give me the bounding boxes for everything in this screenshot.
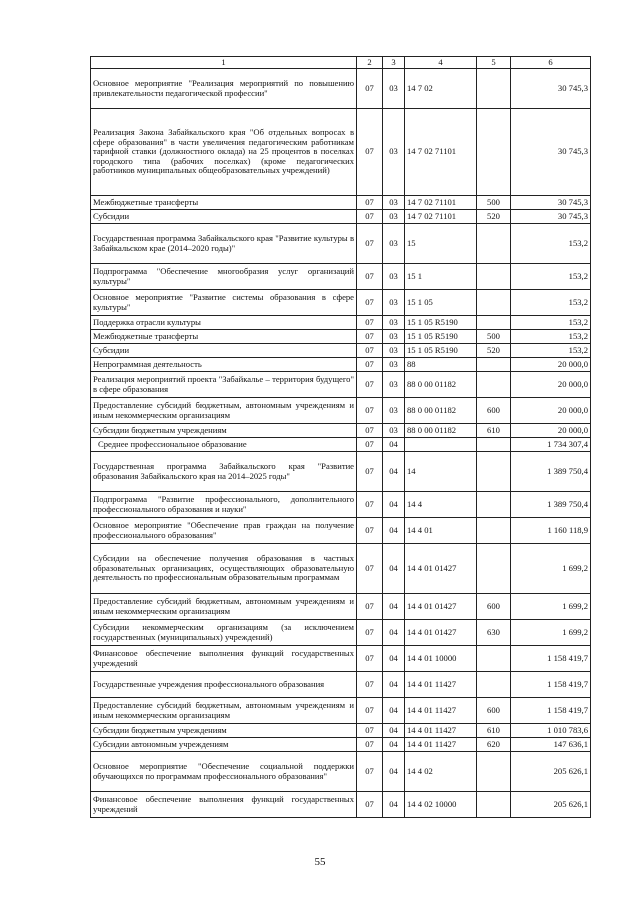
row-subsection-cell: 03 (383, 358, 405, 372)
row-section-cell: 07 (357, 672, 383, 698)
row-expense-type-cell: 610 (477, 724, 511, 738)
row-subsection-cell: 03 (383, 290, 405, 316)
row-section-cell: 07 (357, 492, 383, 518)
row-section-cell: 07 (357, 620, 383, 646)
row-amount-cell: 1 158 419,7 (511, 672, 591, 698)
row-amount-cell: 153,2 (511, 330, 591, 344)
row-subsection-cell: 03 (383, 210, 405, 224)
row-amount-cell: 1 010 783,6 (511, 724, 591, 738)
row-expense-type-cell: 630 (477, 620, 511, 646)
header-row (91, 57, 591, 69)
row-name-text: Субсидии бюджетным учреждениям (93, 724, 227, 735)
row-section-cell: 07 (357, 210, 383, 224)
row-amount-cell: 1 160 118,9 (511, 518, 591, 544)
row-section-cell: 07 (357, 69, 383, 109)
row-target-article-cell: 14 4 01 10000 (405, 646, 477, 672)
table-row (91, 646, 591, 672)
row-subsection-cell: 03 (383, 224, 405, 264)
row-target-article-cell: 15 1 (405, 264, 477, 290)
row-section-cell: 07 (357, 518, 383, 544)
row-section-cell: 07 (357, 316, 383, 330)
row-expense-type-cell: 600 (477, 594, 511, 620)
table-row (91, 264, 591, 290)
row-target-article-cell: 14 4 01 11427 (405, 738, 477, 752)
row-amount-cell: 30 745,3 (511, 109, 591, 196)
row-name-cell (91, 672, 357, 698)
row-name-cell (91, 372, 357, 398)
row-target-article-cell: 14 (405, 452, 477, 492)
row-name-cell (91, 752, 357, 792)
row-target-article-cell: 14 4 01 11427 (405, 698, 477, 724)
row-name-cell (91, 109, 357, 196)
row-amount-cell: 1 699,2 (511, 544, 591, 594)
table-row (91, 452, 591, 492)
row-section-cell: 07 (357, 398, 383, 424)
row-section-cell: 07 (357, 424, 383, 438)
row-subsection-cell: 03 (383, 196, 405, 210)
page-number: 55 (314, 856, 326, 868)
row-amount-cell: 30 745,3 (511, 196, 591, 210)
row-name-cell (91, 224, 357, 264)
row-name-text: Межбюджетные трансферты (93, 196, 199, 207)
row-name-text: Предоставление субсидий бюджетным, автономным учреждениям и иным некоммерческим организациям (93, 399, 354, 420)
row-name-text: Субсидии бюджетным учреждениям (93, 424, 227, 435)
row-name-cell (91, 264, 357, 290)
table-row (91, 544, 591, 594)
table-row (91, 330, 591, 344)
row-expense-type-cell: 500 (477, 330, 511, 344)
row-name-cell (91, 698, 357, 724)
row-expense-type-cell (477, 290, 511, 316)
row-name-text: Среднее профессиональное образование (98, 438, 247, 449)
row-section-cell: 07 (357, 738, 383, 752)
row-amount-cell: 153,2 (511, 264, 591, 290)
row-name-text: Субсидии автономным учреждениям (93, 738, 229, 749)
row-name-text: Государственная программа Забайкальского края "Развитие культуры в Забайкальском крае (2014–2020 годы)" (93, 232, 354, 253)
row-amount-cell: 1 158 419,7 (511, 646, 591, 672)
header-cell-subsection: 3 (383, 57, 405, 69)
row-name-cell (91, 452, 357, 492)
row-target-article-cell: 15 1 05 (405, 290, 477, 316)
row-target-article-cell: 14 4 01 (405, 518, 477, 544)
row-amount-cell: 147 636,1 (511, 738, 591, 752)
table-row (91, 424, 591, 438)
row-target-article-cell: 88 0 00 01182 (405, 372, 477, 398)
row-target-article-cell: 14 7 02 (405, 69, 477, 109)
row-name-cell (91, 492, 357, 518)
row-name-cell (91, 344, 357, 358)
row-name-cell (91, 620, 357, 646)
row-expense-type-cell (477, 518, 511, 544)
row-target-article-cell: 15 1 05 R5190 (405, 344, 477, 358)
row-section-cell: 07 (357, 264, 383, 290)
row-name-cell (91, 290, 357, 316)
row-subsection-cell: 04 (383, 518, 405, 544)
row-amount-cell: 20 000,0 (511, 424, 591, 438)
row-subsection-cell: 03 (383, 330, 405, 344)
row-target-article-cell: 14 4 02 10000 (405, 792, 477, 818)
row-target-article-cell: 88 (405, 358, 477, 372)
row-expense-type-cell: 600 (477, 698, 511, 724)
table-row (91, 752, 591, 792)
row-expense-type-cell (477, 69, 511, 109)
row-amount-cell: 1 389 750,4 (511, 492, 591, 518)
row-name-text: Межбюджетные трансферты (93, 330, 199, 341)
table-row (91, 518, 591, 544)
row-name-text: Основное мероприятие "Обеспечение прав граждан на получение профессионального образования" (93, 519, 354, 540)
header-cell-expense-type: 5 (477, 57, 511, 69)
row-section-cell: 07 (357, 698, 383, 724)
row-name-cell (91, 398, 357, 424)
row-amount-cell: 30 745,3 (511, 210, 591, 224)
row-name-cell (91, 438, 357, 452)
row-section-cell: 07 (357, 109, 383, 196)
row-expense-type-cell (477, 492, 511, 518)
row-section-cell: 07 (357, 724, 383, 738)
row-name-text: Субсидии (93, 210, 130, 221)
table-row (91, 738, 591, 752)
row-expense-type-cell (477, 316, 511, 330)
table-row (91, 224, 591, 264)
row-name-cell (91, 358, 357, 372)
row-name-text: Основное мероприятие "Реализация мероприятий по повышению привлекательности педагогической профессии" (93, 77, 354, 98)
table-row (91, 316, 591, 330)
row-amount-cell: 205 626,1 (511, 792, 591, 818)
row-target-article-cell: 14 4 01 11427 (405, 672, 477, 698)
row-name-cell (91, 792, 357, 818)
row-target-article-cell: 88 0 00 01182 (405, 424, 477, 438)
row-name-cell (91, 316, 357, 330)
row-target-article-cell: 14 4 01 11427 (405, 724, 477, 738)
row-section-cell: 07 (357, 752, 383, 792)
row-name-text: Подпрограмма "Развитие профессионального, дополнительного профессионального образования и науки" (93, 493, 354, 514)
row-target-article-cell: 15 (405, 224, 477, 264)
table-row (91, 210, 591, 224)
header-cell-target-article: 4 (405, 57, 477, 69)
row-expense-type-cell (477, 109, 511, 196)
row-subsection-cell: 04 (383, 646, 405, 672)
row-amount-cell: 1 734 307,4 (511, 438, 591, 452)
row-subsection-cell: 04 (383, 724, 405, 738)
row-amount-cell: 1 158 419,7 (511, 698, 591, 724)
row-expense-type-cell (477, 372, 511, 398)
row-amount-cell: 1 389 750,4 (511, 452, 591, 492)
row-section-cell: 07 (357, 224, 383, 264)
row-name-text: Субсидии (93, 344, 130, 355)
row-section-cell: 07 (357, 438, 383, 452)
table-row (91, 492, 591, 518)
row-amount-cell: 1 699,2 (511, 594, 591, 620)
table-row (91, 69, 591, 109)
table-row (91, 372, 591, 398)
row-name-text: Основное мероприятие "Обеспечение социальной поддержки обучающихся по программам профессионального образования" (93, 760, 354, 781)
table-row (91, 724, 591, 738)
row-section-cell: 07 (357, 646, 383, 672)
row-subsection-cell: 04 (383, 672, 405, 698)
table-row (91, 344, 591, 358)
row-name-text: Реализация Закона Забайкальского края "Об отдельных вопросах в сфере образования" в части увеличения педагогическим работникам тарифной ставки (должностного оклада) на 25 процентов в поселках городского типа (рабочих поселках) (кроме педагогических работников муниципальных общеобразовательных учреждений) (93, 126, 354, 176)
row-name-text: Основное мероприятие "Развитие системы образования в сфере культуры" (93, 291, 354, 312)
row-expense-type-cell (477, 752, 511, 792)
row-subsection-cell: 04 (383, 438, 405, 452)
row-target-article-cell: 15 1 05 R5190 (405, 330, 477, 344)
row-amount-cell: 20 000,0 (511, 372, 591, 398)
row-section-cell: 07 (357, 452, 383, 492)
row-target-article-cell: 14 7 02 71101 (405, 210, 477, 224)
table-row (91, 672, 591, 698)
row-section-cell: 07 (357, 358, 383, 372)
row-name-text: Государственная программа Забайкальского края "Развитие образования Забайкальского края на 2014–2025 годы" (93, 460, 354, 481)
table-row (91, 438, 591, 452)
row-subsection-cell: 03 (383, 69, 405, 109)
row-target-article-cell: 14 7 02 71101 (405, 109, 477, 196)
row-expense-type-cell (477, 672, 511, 698)
row-name-text: Субсидии некоммерческим организациям (за исключением государственных (муниципальных) учреждений) (93, 621, 354, 642)
row-name-cell (91, 210, 357, 224)
row-name-cell (91, 724, 357, 738)
row-name-text: Предоставление субсидий бюджетным, автономным учреждениям и иным некоммерческим организациям (93, 595, 354, 616)
row-name-text: Непрограммная деятельность (93, 358, 202, 369)
row-target-article-cell: 14 7 02 71101 (405, 196, 477, 210)
row-amount-cell: 30 745,3 (511, 69, 591, 109)
row-target-article-cell: 88 0 00 01182 (405, 398, 477, 424)
row-target-article-cell: 14 4 02 (405, 752, 477, 792)
row-name-cell (91, 544, 357, 594)
table-row (91, 792, 591, 818)
row-name-cell (91, 69, 357, 109)
row-name-cell (91, 196, 357, 210)
table-row (91, 358, 591, 372)
row-subsection-cell: 04 (383, 594, 405, 620)
table-row (91, 698, 591, 724)
row-section-cell: 07 (357, 544, 383, 594)
row-expense-type-cell (477, 264, 511, 290)
row-name-cell (91, 738, 357, 752)
row-subsection-cell: 04 (383, 544, 405, 594)
table-row (91, 398, 591, 424)
row-name-cell (91, 424, 357, 438)
row-amount-cell: 20 000,0 (511, 398, 591, 424)
row-amount-cell: 153,2 (511, 290, 591, 316)
table-row (91, 620, 591, 646)
row-subsection-cell: 04 (383, 698, 405, 724)
row-amount-cell: 20 000,0 (511, 358, 591, 372)
row-subsection-cell: 03 (383, 398, 405, 424)
header-cell-name: 1 (91, 57, 357, 69)
row-subsection-cell: 03 (383, 344, 405, 358)
table-row (91, 594, 591, 620)
row-target-article-cell (405, 438, 477, 452)
row-expense-type-cell: 620 (477, 738, 511, 752)
table-row (91, 109, 591, 196)
row-section-cell: 07 (357, 594, 383, 620)
row-section-cell: 07 (357, 792, 383, 818)
row-subsection-cell: 04 (383, 738, 405, 752)
row-amount-cell: 153,2 (511, 316, 591, 330)
row-name-text: Субсидии на обеспечение получения образования в частных образовательных организациях, осуществляющих образовательную деятельность по профессиональным образовательным программам (93, 553, 354, 583)
row-target-article-cell: 14 4 (405, 492, 477, 518)
row-target-article-cell: 14 4 01 01427 (405, 620, 477, 646)
row-name-text: Подпрограмма "Обеспечение многообразия услуг организаций культуры" (93, 265, 354, 286)
row-subsection-cell: 03 (383, 109, 405, 196)
row-expense-type-cell (477, 544, 511, 594)
header-cell-amount: 6 (511, 57, 591, 69)
budget-table (90, 56, 591, 818)
row-section-cell: 07 (357, 330, 383, 344)
row-subsection-cell: 04 (383, 792, 405, 818)
row-expense-type-cell: 600 (477, 398, 511, 424)
row-expense-type-cell (477, 224, 511, 264)
row-expense-type-cell: 500 (477, 196, 511, 210)
row-subsection-cell: 03 (383, 316, 405, 330)
row-section-cell: 07 (357, 290, 383, 316)
row-name-text: Реализация мероприятий проекта "Забайкалье – территория будущего" в сфере образования (93, 373, 354, 394)
row-subsection-cell: 03 (383, 372, 405, 398)
row-subsection-cell: 03 (383, 424, 405, 438)
row-subsection-cell: 03 (383, 264, 405, 290)
row-expense-type-cell: 610 (477, 424, 511, 438)
row-name-text: Финансовое обеспечение выполнения функций государственных учреждений (93, 647, 354, 668)
row-expense-type-cell (477, 792, 511, 818)
row-name-cell (91, 330, 357, 344)
row-name-cell (91, 518, 357, 544)
row-name-text: Поддержка отрасли культуры (93, 316, 201, 327)
row-amount-cell: 1 699,2 (511, 620, 591, 646)
row-subsection-cell: 04 (383, 752, 405, 792)
row-subsection-cell: 04 (383, 620, 405, 646)
row-expense-type-cell: 520 (477, 210, 511, 224)
row-section-cell: 07 (357, 344, 383, 358)
row-name-cell (91, 646, 357, 672)
row-target-article-cell: 14 4 01 01427 (405, 544, 477, 594)
row-expense-type-cell (477, 358, 511, 372)
row-subsection-cell: 04 (383, 452, 405, 492)
row-amount-cell: 205 626,1 (511, 752, 591, 792)
row-expense-type-cell (477, 452, 511, 492)
row-section-cell: 07 (357, 372, 383, 398)
row-expense-type-cell: 520 (477, 344, 511, 358)
row-subsection-cell: 04 (383, 492, 405, 518)
table-row (91, 196, 591, 210)
row-expense-type-cell (477, 646, 511, 672)
row-target-article-cell: 14 4 01 01427 (405, 594, 477, 620)
row-expense-type-cell (477, 438, 511, 452)
row-section-cell: 07 (357, 196, 383, 210)
row-amount-cell: 153,2 (511, 224, 591, 264)
row-name-text: Государственные учреждения профессионального образования (93, 678, 325, 689)
table-header (91, 57, 591, 69)
row-name-text: Финансовое обеспечение выполнения функций государственных учреждений (93, 793, 354, 814)
row-name-cell (91, 594, 357, 620)
table-body (91, 69, 591, 818)
row-target-article-cell: 15 1 05 R5190 (405, 316, 477, 330)
row-amount-cell: 153,2 (511, 344, 591, 358)
row-name-text: Предоставление субсидий бюджетным, автономным учреждениям и иным некоммерческим организациям (93, 699, 354, 720)
table-row (91, 290, 591, 316)
header-cell-section: 2 (357, 57, 383, 69)
